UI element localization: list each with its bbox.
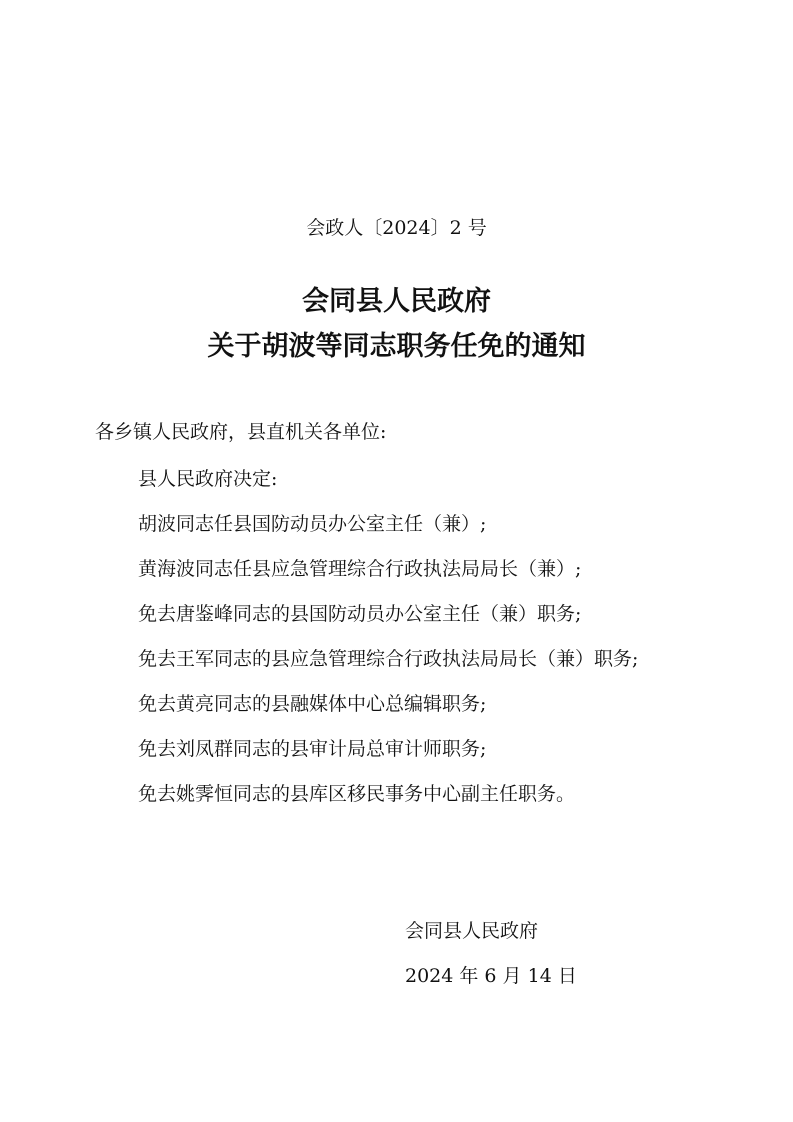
appointment-item: 黄海波同志任县应急管理综合行政执法局局长（兼）; [138,558,582,580]
decision-intro: 县人民政府决定: [138,468,278,490]
removal-item: 免去唐鉴峰同志的县国防动员办公室主任（兼）职务; [138,603,582,625]
removal-item: 免去王军同志的县应急管理综合行政执法局局长（兼）职务; [138,648,639,670]
removal-item: 免去刘凤群同志的县审计局总审计师职务; [138,738,487,760]
issuer-signature: 会同县人民政府 [405,920,539,942]
salutation: 各乡镇人民政府，县直机关各单位: [95,421,387,443]
document-number: 会政人〔2024〕2 号 [306,217,487,239]
removal-item: 免去姚霁恒同志的县库区移民事务中心副主任职务。 [138,783,576,805]
removal-item: 免去黄亮同志的县融媒体中心总编辑职务; [138,693,487,715]
appointment-item: 胡波同志任县国防动员办公室主任（兼）; [138,513,487,535]
issue-date: 2024 年 6 月 14 日 [405,965,577,987]
title-line-1: 会同县人民政府 [302,286,491,317]
title-line-2: 关于胡波等同志职务任免的通知 [207,331,586,362]
